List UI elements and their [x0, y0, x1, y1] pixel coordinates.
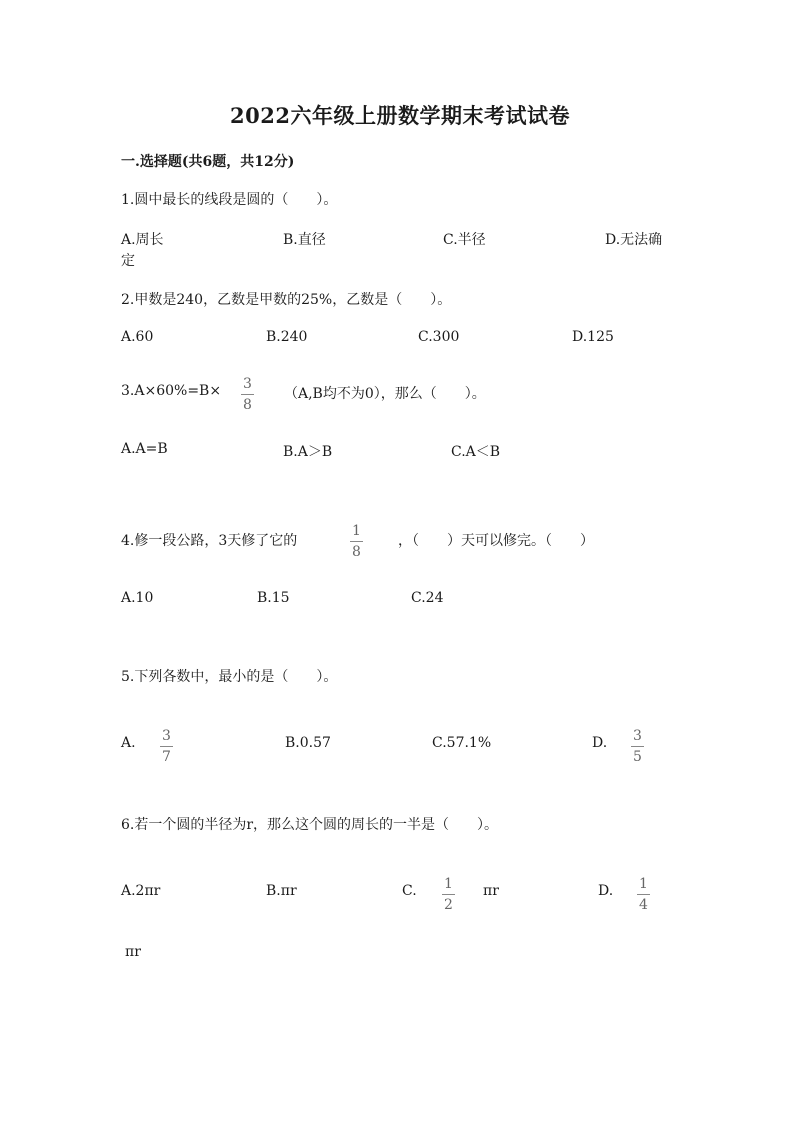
section-heading: 一.选择题(共6题，共12分): [121, 154, 295, 170]
q1-option-d-wrap: 定: [121, 253, 135, 269]
fraction-numerator: 3: [162, 728, 171, 744]
q3-option-c: C.A＜B: [451, 444, 501, 460]
question-6-stem: 6.若一个圆的半径为r，那么这个圆的周长的一半是（ ）。: [121, 817, 499, 833]
fraction-numerator: 1: [352, 523, 361, 539]
fraction-numerator: 3: [633, 728, 642, 744]
fraction: [241, 377, 254, 412]
page-title: 2022六年级上册数学期末考试试卷: [230, 103, 570, 128]
fraction-numerator: 1: [444, 876, 453, 892]
q2-option-a: A.60: [121, 329, 154, 345]
question-4-stem-part1: 4.修一段公路，3天修了它的: [121, 533, 298, 549]
q5-option-a-label: A.: [121, 735, 136, 751]
fraction: [350, 524, 363, 559]
q4-option-c: C.24: [411, 590, 444, 606]
q1-option-a: A.周长: [121, 232, 164, 248]
q6-option-c-tail: πr: [483, 883, 499, 899]
q2-option-b: B.240: [266, 329, 308, 345]
fraction-denominator: 8: [352, 544, 361, 560]
q6-option-d-label: D.: [598, 883, 614, 899]
q5-option-c: C.57.1%: [432, 735, 492, 751]
q3-option-b: B.A＞B: [283, 444, 333, 460]
q1-option-c: C.半径: [443, 232, 486, 248]
q6-option-b: B.πr: [266, 883, 297, 899]
question-3-stem-part2: （A,B均不为0），那么（ ）。: [284, 386, 486, 402]
q5-option-d-label: D.: [592, 735, 608, 751]
q4-option-b: B.15: [257, 590, 290, 606]
question-2-stem: 2.甲数是240，乙数是甲数的25%，乙数是（ ）。: [121, 292, 452, 308]
fraction: [637, 877, 650, 912]
fraction: [631, 729, 644, 764]
fraction-numerator: 3: [243, 376, 252, 392]
q2-option-c: C.300: [418, 329, 460, 345]
question-5-stem: 5.下列各数中，最小的是（ ）。: [121, 669, 338, 685]
q1-option-b: B.直径: [283, 232, 326, 248]
fraction-denominator: 8: [243, 397, 252, 413]
q5-option-b: B.0.57: [285, 735, 331, 751]
q6-option-a: A.2πr: [121, 883, 161, 899]
fraction-denominator: 2: [444, 897, 453, 913]
question-1-stem: 1.圆中最长的线段是圆的（ ）。: [121, 192, 338, 208]
q3-option-a: A.A=B: [121, 441, 168, 457]
q2-option-d: D.125: [572, 329, 614, 345]
fraction: [160, 729, 173, 764]
fraction-numerator: 1: [639, 876, 648, 892]
fraction-denominator: 4: [639, 897, 648, 913]
question-3-stem-part1: 3.A×60%=B×: [121, 383, 222, 399]
fraction-denominator: 5: [633, 749, 642, 765]
fraction-denominator: 7: [162, 749, 171, 765]
question-4-stem-part2: ，（ ）天可以修完。（ ）: [398, 533, 594, 549]
q6-option-c-label: C.: [402, 883, 417, 899]
q4-option-a: A.10: [121, 590, 154, 606]
q1-option-d: D.无法确: [605, 232, 663, 248]
q6-option-d-wrap: πr: [125, 944, 141, 960]
fraction: [442, 877, 455, 912]
